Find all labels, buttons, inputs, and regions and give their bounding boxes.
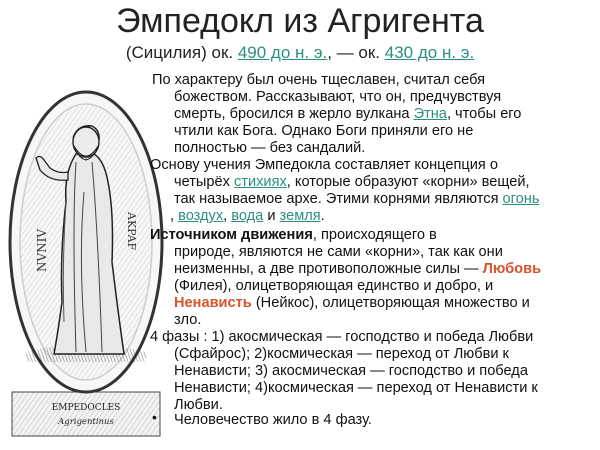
water-link[interactable]: вода (231, 208, 264, 224)
para1-line2: божеством. Рассказывают, что он, предчувствуя (174, 89, 502, 105)
para3-line3 (174, 261, 541, 278)
para1-line4: чтили как Бога. Однако Боги приняли его не (174, 123, 474, 139)
para2-line2-text-a: четырёх (174, 174, 234, 190)
birth-year-link[interactable]: 490 до н. э. (237, 43, 328, 62)
earth-link[interactable]: земля (279, 208, 321, 224)
subtitle (0, 42, 600, 64)
para3-line1-text: , происходящего в (312, 227, 437, 243)
para2-line3-text: так называемое архе. Этими корнями являются (174, 191, 503, 207)
para4-line4: Ненависти; 4)космическая — переход от Ненависти к (174, 380, 538, 396)
para2-line4-sep-c: и (263, 208, 280, 224)
para3-line4: (Филея), олицетворяющая единство и добро, и (174, 278, 494, 294)
bullet-text: Человечество жило в 4 фазу. (174, 412, 372, 428)
para1-line3-text-a: смерть, бросился в жерло вулкана (174, 106, 414, 122)
etna-link[interactable]: Этна (413, 106, 447, 122)
fire-link[interactable]: огонь (502, 191, 540, 207)
portrait-side-left-text: NVNIV (35, 228, 49, 272)
empedocles-portrait-image (6, 62, 166, 440)
para3-line2: природе, являются не сами «корни», так как они (174, 244, 503, 260)
para2-line2 (174, 174, 530, 191)
hate-term: Ненависть (174, 295, 252, 311)
bullet-point: • (152, 409, 157, 425)
para4-line1: 4 фазы : 1) акосмическая — господство и победа Любви (150, 329, 534, 345)
subtitle-prefix: (Сицилия) ок. (125, 43, 238, 62)
para2-line3 (174, 191, 539, 208)
para2-line4 (170, 208, 325, 225)
para1-line5: полностью — без сандалий. (174, 140, 366, 156)
para2-line1: Основу учения Эмпедокла составляет концепция о (150, 157, 498, 173)
para1-line1: По характеру был очень тщеславен, считал себя (152, 72, 486, 88)
air-link[interactable]: воздух (178, 208, 224, 224)
elements-link[interactable]: стихиях (234, 174, 287, 190)
para1-line3-text-b: , чтобы его (446, 106, 522, 122)
para2-line4-sep-b: , (223, 208, 232, 224)
para2-line4-end: . (320, 208, 325, 224)
para3-line5 (174, 295, 530, 312)
para4-line2: (Сфайрос); 2)космическая — переход от Любви к (174, 346, 509, 362)
page-title: Эмпедокл из Агригента (116, 2, 484, 40)
motion-source-heading: Источником движения (150, 227, 313, 243)
para2-line2-text-b: , которые образуют «корни» вещей, (286, 174, 530, 190)
portrait-side-right-text: AKPAF (125, 212, 138, 251)
subtitle-mid: , — ок. (327, 43, 385, 62)
para4-line5: Любви. (174, 397, 223, 413)
love-term: Любовь (482, 261, 542, 277)
para2-line4-sep-a: , (170, 208, 179, 224)
death-year-link[interactable]: 430 до н. э. (384, 43, 475, 62)
para3-line3-text: неизменны, а две противоположные силы — (174, 261, 483, 277)
para3-line1 (150, 227, 437, 244)
para1-line3 (174, 106, 521, 123)
portrait-caption-origin: Agrigentinus (58, 417, 114, 427)
para4-line3: Ненависти; 3) акосмическая — господство и победа (174, 363, 528, 379)
portrait-caption-name: EMPEDOCLES (51, 403, 121, 413)
para3-line5-text: (Нейкос), олицетворяющая множество и (251, 295, 530, 311)
para3-line6: зло. (174, 312, 202, 328)
